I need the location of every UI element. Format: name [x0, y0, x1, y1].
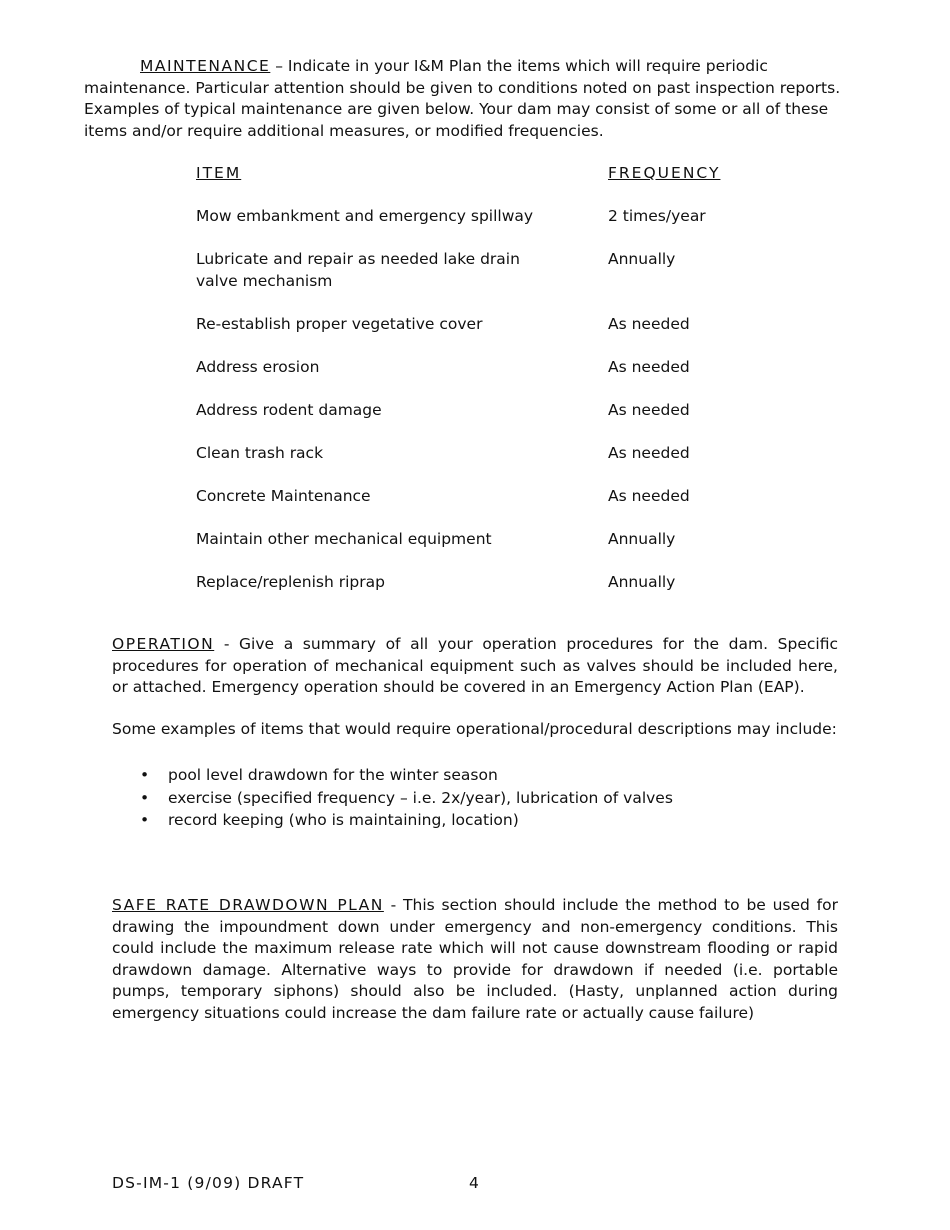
row-frequency: As needed — [608, 443, 690, 462]
row-frequency: 2 times/year — [608, 207, 706, 225]
row-item: Clean trash rack — [196, 443, 324, 462]
table-row — [196, 206, 756, 228]
maintenance-table — [196, 163, 756, 615]
footer-page-number: 4 — [469, 1174, 479, 1192]
table-row — [196, 314, 756, 336]
operation-heading: OPERATION — [112, 635, 215, 653]
row-item: Re-establish proper vegetative cover — [196, 314, 483, 333]
safe-rate-text: - This section should include the method to be used for drawing the impoundment down under emergency and non-emergency conditions. This could include the maximum release rate which will not cause downstream flooding or rapid drawdown damage. Alternative ways to provide for drawdown if needed (i.e. portable pumps, temporary siphons) should also be included. (Hasty, unplanned action during emergency situations could increase the dam failure rate or actually cause failure) — [112, 896, 838, 1022]
row-frequency: As needed — [608, 357, 690, 376]
header-item: ITEM — [196, 164, 242, 182]
list-item: • record keeping (who is maintaining, location) — [140, 809, 840, 832]
table-row — [196, 443, 756, 465]
table-row — [196, 529, 756, 551]
list-item: • exercise (specified frequency – i.e. 2x/year), lubrication of valves — [140, 787, 840, 810]
operation-paragraph — [112, 634, 838, 699]
list-item: • pool level drawdown for the winter season — [140, 764, 840, 787]
operation-bullet-list — [140, 764, 840, 832]
row-frequency: As needed — [608, 314, 690, 333]
table-header — [196, 163, 756, 185]
row-frequency: As needed — [608, 486, 690, 505]
table-row — [196, 486, 756, 508]
footer-document-code: DS-IM-1 (9/09) DRAFT — [112, 1174, 305, 1192]
header-frequency: FREQUENCY — [608, 164, 721, 182]
row-item: Address erosion — [196, 357, 320, 376]
operation-examples-intro: Some examples of items that would require operational/procedural descriptions may include: — [112, 720, 837, 738]
operation-text: - Give a summary of all your operation procedures for the dam. Specific procedures for operation of mechanical equipment such as valves should be included here, or attached. Emergency operation should be covered in an Emergency Action Plan (EAP). — [112, 635, 838, 696]
row-item: Maintain other mechanical equipment — [196, 529, 492, 548]
row-frequency: As needed — [608, 400, 690, 419]
row-frequency: Annually — [608, 250, 676, 268]
table-row — [196, 572, 756, 594]
row-frequency: Annually — [608, 529, 676, 548]
row-item: Concrete Maintenance — [196, 486, 371, 505]
maintenance-paragraph — [84, 56, 864, 142]
maintenance-heading: MAINTENANCE — [140, 57, 271, 75]
row-frequency: Annually — [608, 572, 676, 591]
row-item: Mow embankment and emergency spillway — [196, 207, 534, 225]
safe-rate-paragraph — [112, 895, 838, 1024]
table-row — [196, 357, 756, 379]
table-row — [196, 249, 756, 292]
maintenance-text: – Indicate in your I&M Plan the items which will require periodic maintenance. Particular attention should be given to conditions noted on past inspection reports. Examples of typical maintenance are given below. Your dam may consist of some or all of these items and/or require additional measures, or modified frequencies. — [84, 57, 841, 140]
safe-rate-heading: SAFE RATE DRAWDOWN PLAN — [112, 896, 384, 914]
table-row — [196, 400, 756, 422]
row-item: Lubricate and repair as needed lake drain valve mechanism — [196, 250, 520, 290]
row-item: Replace/replenish riprap — [196, 572, 385, 591]
row-item: Address rodent damage — [196, 400, 382, 419]
